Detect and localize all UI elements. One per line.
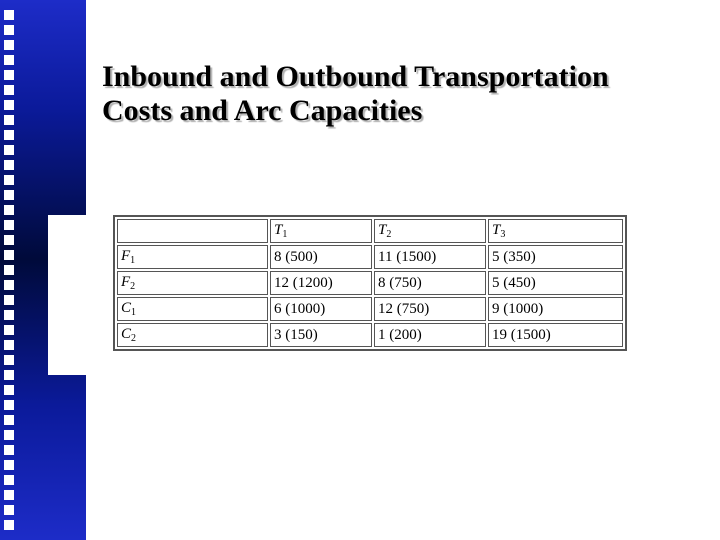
decorative-square [4,265,14,275]
decorative-square [4,295,14,305]
decorative-square [4,460,14,470]
decorative-square [4,325,14,335]
band-white-tab [48,215,86,375]
decorative-square [4,70,14,80]
decorative-square [4,190,14,200]
decorative-square [4,310,14,320]
decorative-square [4,385,14,395]
decorative-square [4,100,14,110]
decorative-square [4,205,14,215]
header-cell-t2 [374,219,486,243]
title-line-2: Costs and Arc Capacities [102,94,423,127]
header-symbol: T [492,222,501,238]
row-label-subscript: 1 [131,307,137,318]
decorative-square [4,145,14,155]
decorative-square [4,490,14,500]
table-row-c2 [117,323,623,347]
row-label-symbol: C [121,300,132,316]
decorative-square [4,130,14,140]
header-corner-cell [117,219,268,243]
decorative-square [4,115,14,125]
decorative-square [4,445,14,455]
decorative-square [4,430,14,440]
decorative-square [4,250,14,260]
row-label-symbol: C [121,326,132,342]
row-label-cell [117,245,268,269]
header-cell-t1 [270,219,372,243]
row-label-subscript: 1 [130,255,136,266]
table-cell: 6 (1000) [270,297,372,321]
table-cell: 19 (1500) [488,323,623,347]
decorative-square [4,85,14,95]
table-cell: 3 (150) [270,323,372,347]
header-symbol: T [274,222,283,238]
row-label-symbol: F [121,274,131,290]
table-cell: 12 (1200) [270,271,372,295]
header-subscript: 3 [500,229,506,240]
row-label-subscript: 2 [131,333,137,344]
decorative-square [4,340,14,350]
decorative-square [4,235,14,245]
table-cell: 9 (1000) [488,297,623,321]
table-cell: 11 (1500) [374,245,486,269]
row-label-cell [117,297,268,321]
decorative-square [4,175,14,185]
square-column [4,10,14,535]
row-label-cell [117,271,268,295]
header-cell-t3 [488,219,623,243]
table-row-f2 [117,271,623,295]
decorative-square [4,370,14,380]
table-cell: 5 (350) [488,245,623,269]
decorative-square [4,475,14,485]
table-row-f1 [117,245,623,269]
table-cell: 8 (500) [270,245,372,269]
decorative-square [4,160,14,170]
slide-title [102,60,609,128]
table-row-c1 [117,297,623,321]
table-cell: 8 (750) [374,271,486,295]
decorative-square [4,40,14,50]
row-label-symbol: F [121,248,131,264]
decorative-square [4,505,14,515]
decorative-square [4,10,14,20]
row-label-cell [117,323,268,347]
row-label-subscript: 2 [130,281,136,292]
header-symbol: T [378,222,387,238]
decorative-square [4,280,14,290]
decorative-square [4,55,14,65]
decorative-square [4,400,14,410]
header-subscript: 2 [386,229,392,240]
table-cell: 1 (200) [374,323,486,347]
decorative-square [4,220,14,230]
table-header-row [117,219,623,243]
title-line-1: Inbound and Outbound Transportation [102,60,609,93]
decorative-square [4,415,14,425]
table-cell: 5 (450) [488,271,623,295]
header-subscript: 1 [282,229,288,240]
table-cell: 12 (750) [374,297,486,321]
decorative-square [4,25,14,35]
decorative-square [4,355,14,365]
decorative-square [4,520,14,530]
costs-capacities-table [113,215,627,351]
